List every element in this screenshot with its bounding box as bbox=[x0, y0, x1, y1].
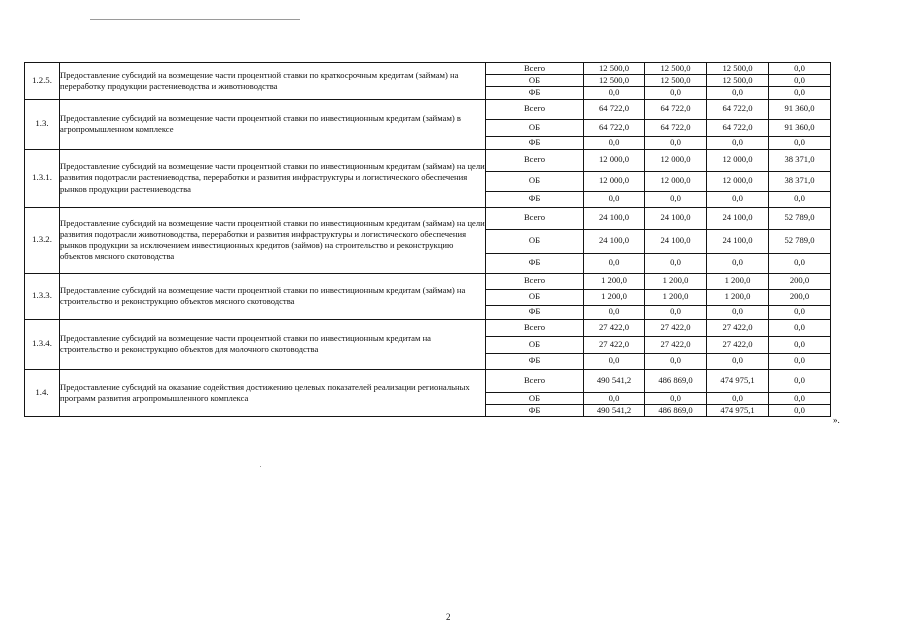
item-number: 1.3.2. bbox=[25, 207, 60, 273]
amount-cell: 1 200,0 bbox=[645, 273, 707, 289]
amount-cell: 64 722,0 bbox=[645, 99, 707, 119]
funding-source: ФБ bbox=[486, 404, 584, 416]
table-row bbox=[25, 319, 831, 336]
item-number: 1.3.1. bbox=[25, 149, 60, 207]
funding-source: ОБ bbox=[486, 392, 584, 404]
table-row bbox=[25, 273, 831, 289]
item-description: Предоставление субсидий на возмещение части процентной ставки по инвестиционным кредитам (займам) в агропромышленном комплексе bbox=[60, 99, 486, 149]
amount-cell: 64 722,0 bbox=[707, 119, 769, 136]
funding-source: Всего bbox=[486, 99, 584, 119]
funding-source: ФБ bbox=[486, 353, 584, 369]
amount-cell: 0,0 bbox=[645, 87, 707, 99]
funding-source: Всего bbox=[486, 369, 584, 392]
amount-cell: 0,0 bbox=[584, 305, 645, 319]
amount-cell: 12 500,0 bbox=[584, 75, 645, 87]
funding-source: ФБ bbox=[486, 87, 584, 99]
item-description: Предоставление субсидий на оказание содействия достижению целевых показателей реализации региональных программ развития агропромышленного комплекса bbox=[60, 369, 486, 416]
amount-cell: 64 722,0 bbox=[584, 119, 645, 136]
item-number: 1.3. bbox=[25, 99, 60, 149]
amount-cell: 474 975,1 bbox=[707, 369, 769, 392]
amount-cell: 0,0 bbox=[584, 136, 645, 149]
amount-cell: 12 000,0 bbox=[584, 149, 645, 171]
funding-source: ОБ bbox=[486, 289, 584, 305]
funding-source: ФБ bbox=[486, 136, 584, 149]
amount-cell: 24 100,0 bbox=[645, 207, 707, 229]
amount-cell: 27 422,0 bbox=[584, 336, 645, 353]
amount-cell: 0,0 bbox=[769, 319, 831, 336]
amount-cell: 0,0 bbox=[769, 305, 831, 319]
funding-source: ОБ bbox=[486, 336, 584, 353]
amount-cell: 0,0 bbox=[769, 253, 831, 273]
amount-cell: 0,0 bbox=[769, 136, 831, 149]
amount-cell: 12 000,0 bbox=[707, 149, 769, 171]
item-description: Предоставление субсидий на возмещение части процентной ставки по инвестиционным кредитам (займам) на цели развития подотрасли растениеводства, переработки и развития инфраструктуры и логистического обеспечения рынков продукции растениеводства bbox=[60, 149, 486, 207]
item-description: Предоставление субсидий на возмещение части процентной ставки по краткосрочным кредитам (займам) на переработку продукции растениеводства и животноводства bbox=[60, 63, 486, 100]
amount-cell: 1 200,0 bbox=[707, 289, 769, 305]
amount-cell: 490 541,2 bbox=[584, 404, 645, 416]
table-row bbox=[25, 207, 831, 229]
table-row bbox=[25, 149, 831, 171]
amount-cell: 52 789,0 bbox=[769, 207, 831, 229]
amount-cell: 24 100,0 bbox=[584, 207, 645, 229]
amount-cell: 0,0 bbox=[584, 191, 645, 207]
amount-cell: 12 000,0 bbox=[645, 149, 707, 171]
amount-cell: 490 541,2 bbox=[584, 369, 645, 392]
amount-cell: 27 422,0 bbox=[584, 319, 645, 336]
amount-cell: 38 371,0 bbox=[769, 171, 831, 191]
amount-cell: 0,0 bbox=[769, 87, 831, 99]
amount-cell: 0,0 bbox=[645, 392, 707, 404]
amount-cell: 27 422,0 bbox=[707, 319, 769, 336]
amount-cell: 64 722,0 bbox=[707, 99, 769, 119]
closing-quote: ». bbox=[833, 415, 840, 425]
funding-source: Всего bbox=[486, 319, 584, 336]
amount-cell: 0,0 bbox=[707, 191, 769, 207]
amount-cell: 1 200,0 bbox=[645, 289, 707, 305]
amount-cell: 24 100,0 bbox=[707, 207, 769, 229]
amount-cell: 486 869,0 bbox=[645, 369, 707, 392]
amount-cell: 12 500,0 bbox=[707, 75, 769, 87]
amount-cell: 0,0 bbox=[769, 191, 831, 207]
item-number: 1.3.3. bbox=[25, 273, 60, 319]
amount-cell: 0,0 bbox=[584, 392, 645, 404]
item-number: 1.2.5. bbox=[25, 63, 60, 100]
amount-cell: 12 500,0 bbox=[645, 75, 707, 87]
item-description: Предоставление субсидий на возмещение части процентной ставки по инвестиционным кредитам (займам) на строительство и реконструкцию объектов мясного скотоводства bbox=[60, 273, 486, 319]
amount-cell: 12 500,0 bbox=[584, 63, 645, 75]
amount-cell: 0,0 bbox=[769, 404, 831, 416]
amount-cell: 0,0 bbox=[707, 87, 769, 99]
amount-cell: 0,0 bbox=[769, 63, 831, 75]
amount-cell: 0,0 bbox=[707, 136, 769, 149]
amount-cell: 64 722,0 bbox=[584, 99, 645, 119]
scan-speck bbox=[260, 466, 261, 467]
amount-cell: 0,0 bbox=[707, 392, 769, 404]
amount-cell: 0,0 bbox=[769, 392, 831, 404]
table-row bbox=[25, 63, 831, 75]
amount-cell: 0,0 bbox=[707, 305, 769, 319]
scan-top-rule bbox=[90, 19, 300, 20]
amount-cell: 0,0 bbox=[645, 253, 707, 273]
funding-source: Всего bbox=[486, 273, 584, 289]
amount-cell: 24 100,0 bbox=[584, 229, 645, 253]
amount-cell: 12 000,0 bbox=[584, 171, 645, 191]
table-row bbox=[25, 99, 831, 119]
amount-cell: 0,0 bbox=[584, 353, 645, 369]
amount-cell: 64 722,0 bbox=[645, 119, 707, 136]
amount-cell: 27 422,0 bbox=[645, 319, 707, 336]
funding-table bbox=[24, 62, 831, 417]
funding-source: ФБ bbox=[486, 305, 584, 319]
amount-cell: 0,0 bbox=[645, 136, 707, 149]
amount-cell: 27 422,0 bbox=[707, 336, 769, 353]
amount-cell: 24 100,0 bbox=[645, 229, 707, 253]
amount-cell: 12 500,0 bbox=[645, 63, 707, 75]
item-description: Предоставление субсидий на возмещение части процентной ставки по инвестиционным кредитам на строительство и реконструкцию объектов для молочного скотоводства bbox=[60, 319, 486, 369]
amount-cell: 38 371,0 bbox=[769, 149, 831, 171]
amount-cell: 12 000,0 bbox=[707, 171, 769, 191]
page-number: 2 bbox=[446, 612, 451, 622]
funding-source: ОБ bbox=[486, 171, 584, 191]
amount-cell: 474 975,1 bbox=[707, 404, 769, 416]
amount-cell: 0,0 bbox=[769, 369, 831, 392]
amount-cell: 12 500,0 bbox=[707, 63, 769, 75]
amount-cell: 200,0 bbox=[769, 289, 831, 305]
amount-cell: 1 200,0 bbox=[584, 289, 645, 305]
item-number: 1.4. bbox=[25, 369, 60, 416]
amount-cell: 0,0 bbox=[584, 253, 645, 273]
amount-cell: 1 200,0 bbox=[707, 273, 769, 289]
amount-cell: 52 789,0 bbox=[769, 229, 831, 253]
funding-source: ОБ bbox=[486, 119, 584, 136]
amount-cell: 0,0 bbox=[645, 305, 707, 319]
funding-source: ОБ bbox=[486, 229, 584, 253]
amount-cell: 200,0 bbox=[769, 273, 831, 289]
amount-cell: 91 360,0 bbox=[769, 99, 831, 119]
funding-source: Всего bbox=[486, 207, 584, 229]
amount-cell: 0,0 bbox=[584, 87, 645, 99]
amount-cell: 24 100,0 bbox=[707, 229, 769, 253]
funding-source: ОБ bbox=[486, 75, 584, 87]
funding-source: ФБ bbox=[486, 253, 584, 273]
amount-cell: 0,0 bbox=[769, 336, 831, 353]
amount-cell: 486 869,0 bbox=[645, 404, 707, 416]
amount-cell: 0,0 bbox=[645, 191, 707, 207]
amount-cell: 27 422,0 bbox=[645, 336, 707, 353]
table-row bbox=[25, 369, 831, 392]
item-number: 1.3.4. bbox=[25, 319, 60, 369]
amount-cell: 91 360,0 bbox=[769, 119, 831, 136]
amount-cell: 0,0 bbox=[769, 75, 831, 87]
amount-cell: 12 000,0 bbox=[645, 171, 707, 191]
funding-source: Всего bbox=[486, 63, 584, 75]
funding-source: ФБ bbox=[486, 191, 584, 207]
amount-cell: 0,0 bbox=[645, 353, 707, 369]
funding-source: Всего bbox=[486, 149, 584, 171]
amount-cell: 0,0 bbox=[707, 353, 769, 369]
amount-cell: 0,0 bbox=[769, 353, 831, 369]
amount-cell: 1 200,0 bbox=[584, 273, 645, 289]
item-description: Предоставление субсидий на возмещение части процентной ставки по инвестиционным кредитам (займам) на цели развития подотрасли животноводства, переработки и развития инфраструктуры и логистического обеспечения рынков продукции за исключением инвестиционных кредитов (займов) на строительство и реконструкцию объектов мясного скотоводства bbox=[60, 207, 486, 273]
amount-cell: 0,0 bbox=[707, 253, 769, 273]
